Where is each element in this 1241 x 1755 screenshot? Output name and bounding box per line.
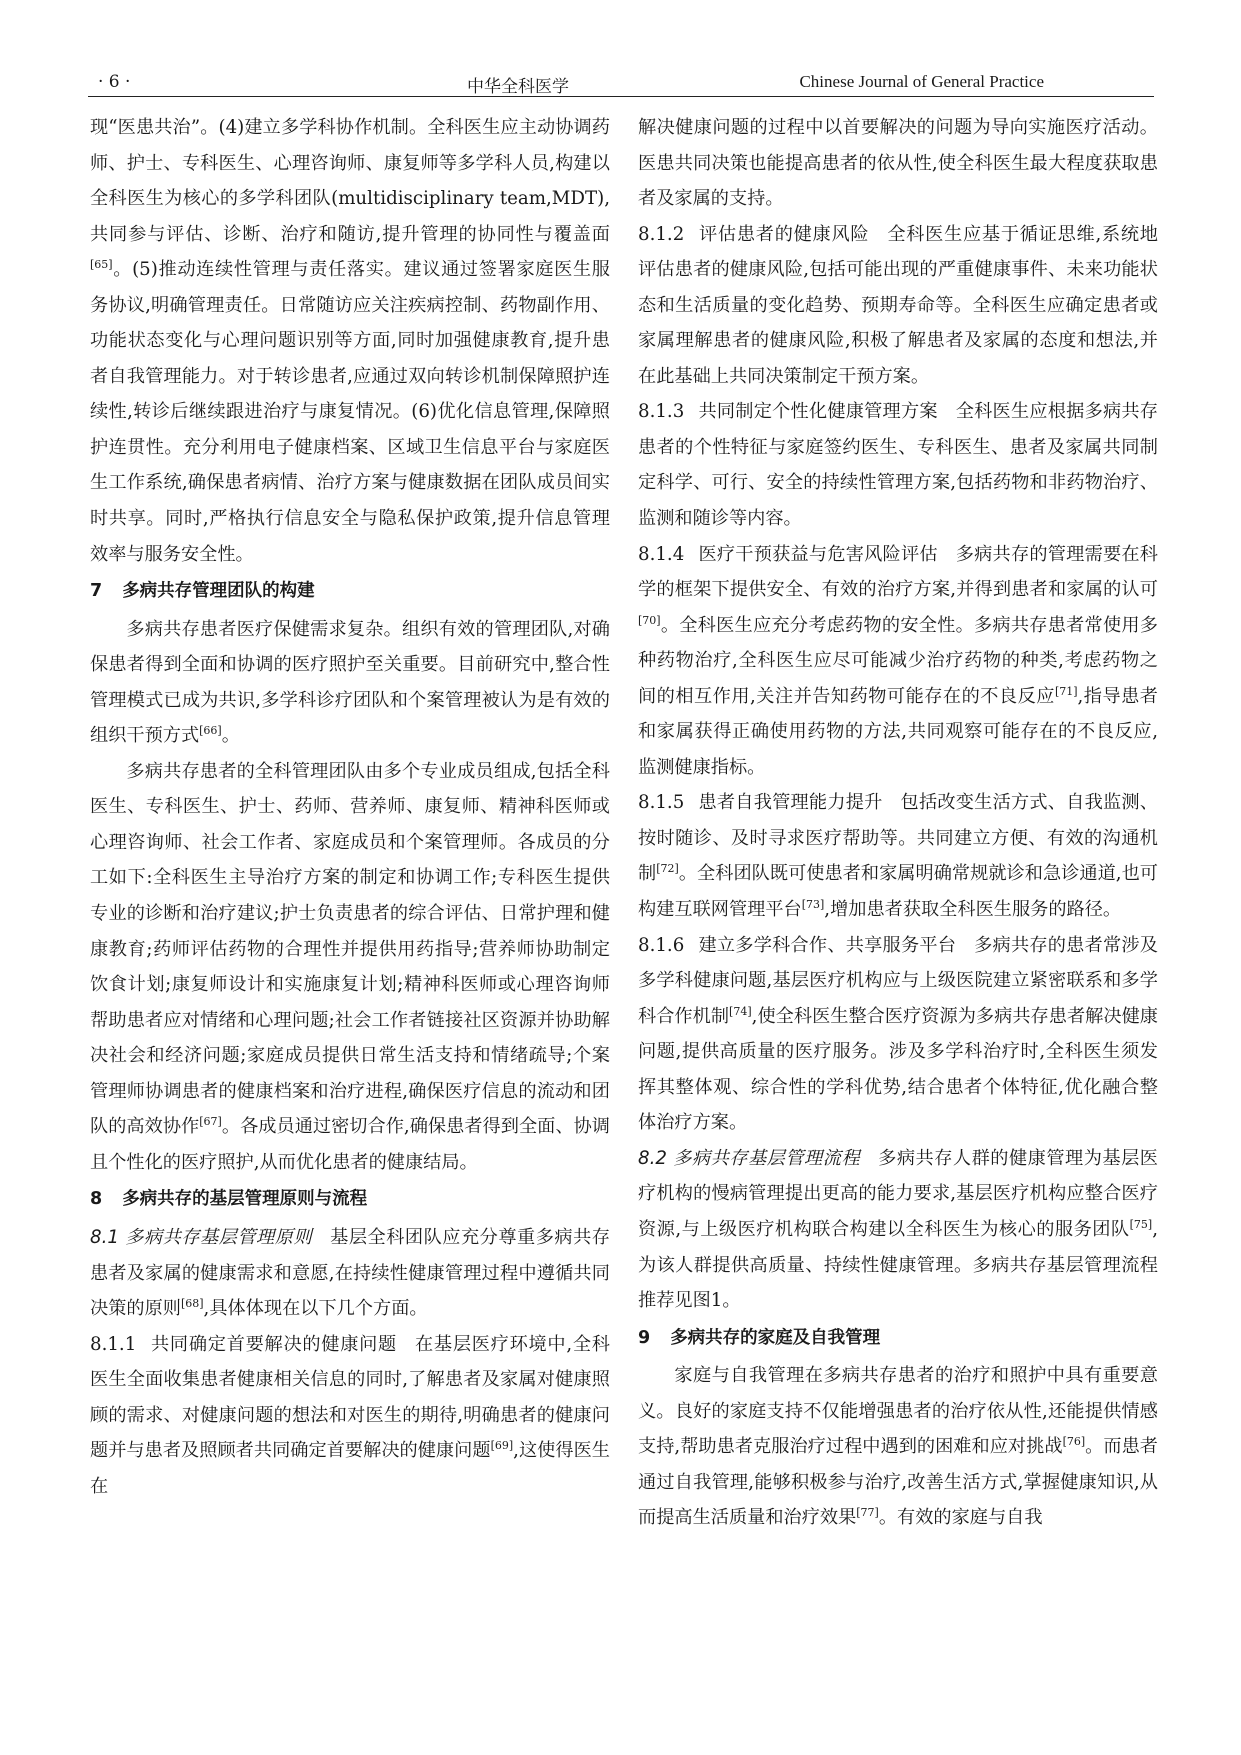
subsection-8-2: 8.2 多病共存基层管理流程 多病共存人群的健康管理为基层医疗机构的慢病管理提出更高的能力要求,基层医疗机构应整合医疗资源,与上级医疗机构联合构建以全科医生为核心的服务团队[75],为该人群提供高质量、持续性健康管理。多病共存基层管理流程推荐见图1。 bbox=[638, 1147, 1158, 1312]
citation: [71] bbox=[1054, 684, 1078, 698]
subsection-8-1-1: 8.1.1 共同确定首要解决的健康问题 在基层医疗环境中,全科医生全面收集患者健康相关信息的同时,了解患者及家属对健康照顾的需求、对健康问题的想法和对医生的期待,明确患者的健康问题并与患者及照顾者共同确定首要解决的健康问题[69],这使得医生在 bbox=[90, 1333, 610, 1497]
subsection-8-1: 8.1 多病共存基层管理原则 基层全科团队应充分尊重多病共存患者及家属的健康需求和意愿,在持续性健康管理过程中遵循共同决策的原则[68],具体体现在以下几个方面。 bbox=[90, 1226, 610, 1320]
subsection-8-1-6: 8.1.6 建立多学科合作、共享服务平台 多病共存的患者常涉及多学科健康问题,基层医疗机构应与上级医院建立紧密联系和多学科合作机制[74],使全科医生整合医疗资源为多病共存患者解决健康问题,提供高质量的医疗服务。涉及多学科治疗时,全科医生须发挥其整体观、综合性的学科优势,结合患者个体特征,优化融合整体治疗方案。 bbox=[638, 934, 1158, 1134]
left-column bbox=[90, 110, 610, 1504]
citation: [69] bbox=[490, 1439, 514, 1453]
citation: [75] bbox=[1129, 1217, 1153, 1231]
subsection-8-1-3: 8.1.3 共同制定个性化健康管理方案 全科医生应根据多病共存患者的个性特征与家庭签约医生、专科医生、患者及家属共同制定科学、可行、安全的持续性管理方案,包括药物和非药物治疗、监测和随诊等内容。 bbox=[638, 401, 1158, 530]
citation: [67] bbox=[199, 1115, 222, 1129]
citation: [70] bbox=[638, 613, 661, 627]
citation: [74] bbox=[729, 1004, 752, 1018]
citation: [68] bbox=[180, 1296, 204, 1310]
section-heading-7: 7 多病共存管理团队的构建 bbox=[90, 581, 315, 602]
subsection-8-1-4: 8.1.4 医疗干预获益与危害风险评估 多病共存的管理需要在科学的框架下提供安全、有效的治疗方案,并得到患者和家属的认可[70]。全科医生应充分考虑药物的安全性。多病共存患者常使用多种药物治疗,全科医生应尽可能减少治疗药物的种类,考虑药物之间的相互作用,关注并告知药物可能存在的不良反应[71],指导患者和家属获得正确使用药物的方法,共同观察可能存在的不良反应,监测健康指标。 bbox=[638, 543, 1158, 778]
section-heading-8: 8 多病共存的基层管理原则与流程 bbox=[90, 1189, 368, 1210]
paragraph: 多病共存患者医疗保健需求复杂。组织有效的管理团队,对确保患者得到全面和协调的医疗照护至关重要。目前研究中,整合性管理模式已成为共识,多学科诊疗团队和个案管理被认为是有效的组织干预方式[66]。 bbox=[90, 618, 610, 747]
section-heading-9: 9 多病共存的家庭及自我管理 bbox=[638, 1327, 881, 1348]
subsection-8-1-2: 8.1.2 评估患者的健康风险 全科医生应基于循证思维,系统地评估患者的健康风险,包括可能出现的严重健康事件、未来功能状态和生活质量的变化趋势、预期寿命等。全科医生应确定患者或家属理解患者的健康风险,积极了解患者及家属的态度和想法,并在此基础上共同决策制定干预方案。 bbox=[638, 223, 1158, 387]
subsection-8-1-5: 8.1.5 患者自我管理能力提升 包括改变生活方式、自我监测、按时随诊、及时寻求医疗帮助等。共同建立方便、有效的沟通机制[72]。全科团队既可使患者和家属明确常规就诊和急诊通道,也可构建互联网管理平台[73],增加患者获取全科医生服务的路径。 bbox=[638, 792, 1158, 921]
citation: [77] bbox=[856, 1506, 879, 1520]
journal-name-en: Chinese Journal of General Practice bbox=[799, 72, 1044, 91]
paragraph: 家庭与自我管理在多病共存患者的治疗和照护中具有重要意义。良好的家庭支持不仅能增强患者的治疗依从性,还能提供情感支持,帮助患者克服治疗过程中遇到的困难和应对挑战[76]。而患者通过自我管理,能够积极参与治疗,改善生活方式,掌握健康知识,从而提高生活质量和治疗效果[77]。有效的家庭与自我 bbox=[638, 1365, 1158, 1529]
citation: [76] bbox=[1062, 1435, 1086, 1449]
paragraph: 现“医患共治”。(4)建立多学科协作机制。全科医生应主动协调药师、护士、专科医生、心理咨询师、康复师等多学科人员,构建以全科医生为核心的多学科团队(multidisciplinary team,MDT),共同参与评估、诊断、治疗和随访,提升管理的协同性与覆盖面[65]。(5)推动连续性管理与责任落实。建议通过签署家庭医生服务协议,明确管理责任。日常随访应关注疾病控制、药物副作用、功能状态变化与心理问题识别等方面,同时加强健康教育,提升患者自我管理能力。对于转诊患者,应通过双向转诊机制保障照护连续性,转诊后继续跟进治疗与康复情况。(6)优化信息管理,保障照护连贯性。充分利用电子健康档案、区域卫生信息平台与家庭医生工作系统,确保患者病情、治疗方案与健康数据在团队成员间实时共享。同时,严格执行信息安全与隐私保护政策,提升信息管理效率与服务安全性。 bbox=[90, 117, 610, 565]
citation: [72] bbox=[656, 862, 679, 876]
running-header bbox=[88, 70, 1154, 97]
paragraph: 解决健康问题的过程中以首要解决的问题为导向实施医疗活动。医患共同决策也能提高患者的依从性,使全科医生最大程度获取患者及家属的支持。 bbox=[638, 117, 1158, 210]
citation: [65] bbox=[90, 258, 113, 272]
paragraph: 多病共存患者的全科管理团队由多个专业成员组成,包括全科医生、专科医生、护士、药师、营养师、康复师、精神科医师或心理咨询师、社会工作者、家庭成员和个案管理师。各成员的分工如下:全科医生主导治疗方案的制定和协调工作;专科医生提供专业的诊断和治疗建议;护士负责患者的综合评估、日常护理和健康教育;药师评估药物的合理性并提供用药指导;营养师协助制定饮食计划;康复师设计和实施康复计划;精神科医师或心理咨询师帮助患者应对情绪和心理问题;社会工作者链接社区资源并协助解决社会和经济问题;家庭成员提供日常生活支持和情绪疏导;个案管理师协调患者的健康档案和治疗进程,确保医疗信息的流动和团队的高效协作[67]。各成员通过密切合作,确保患者得到全面、协调且个性化的医疗照护,从而优化患者的健康结局。 bbox=[90, 760, 610, 1173]
citation: [66] bbox=[199, 724, 222, 738]
page-number: · 6 · bbox=[98, 72, 131, 92]
journal-name-cn: 中华全科医学 bbox=[467, 77, 569, 97]
citation: [73] bbox=[801, 897, 825, 911]
right-column bbox=[638, 110, 1158, 1536]
